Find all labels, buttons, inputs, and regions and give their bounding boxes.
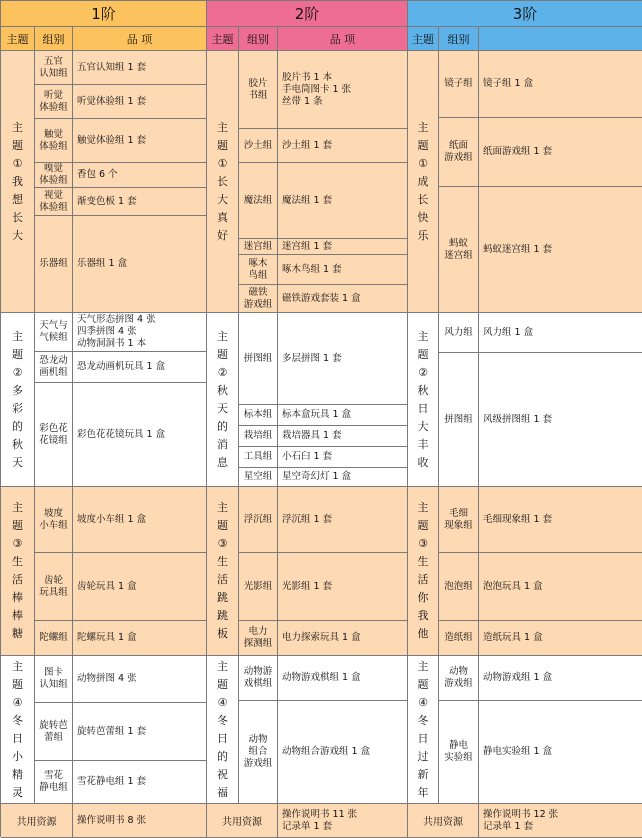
group-cell <box>239 163 278 239</box>
item-cell: 纸面游戏组 1 套 <box>479 118 642 187</box>
column-header-group: 组别 <box>35 27 73 51</box>
theme-cell <box>207 51 239 313</box>
group-cell <box>35 313 73 352</box>
group-label: 标本组 <box>243 409 273 420</box>
column-header-theme: 主题 <box>408 27 439 51</box>
group-cell <box>35 85 73 119</box>
theme-label: 主题④冬日小精灵 <box>12 659 23 799</box>
theme-label: 主题①我想长大 <box>12 120 23 242</box>
group-cell <box>439 656 479 701</box>
theme-cell <box>1 51 35 313</box>
theme-label: 主题②秋日大丰收 <box>417 329 429 469</box>
group-label: 电力 探测组 <box>243 626 273 649</box>
group-cell <box>239 255 278 285</box>
group-cell <box>35 51 73 85</box>
group-cell <box>439 621 479 656</box>
item-cell: 动物游戏棋组 1 盒 <box>278 656 408 701</box>
item-cell: 光影组 1 套 <box>278 553 408 621</box>
group-label: 五官 认知组 <box>39 55 68 79</box>
item-cell: 天气形态拼图 4 张 四季拼图 4 张 动物洞洞书 1 本 <box>73 313 207 352</box>
group-cell <box>439 313 479 353</box>
group-cell <box>239 239 278 255</box>
group-label: 齿轮 玩具组 <box>39 574 68 598</box>
group-label: 迷宫组 <box>243 240 273 252</box>
theme-cell <box>207 656 239 804</box>
item-cell: 浮沉组 1 套 <box>278 487 408 553</box>
item-cell: 蚂蚁迷宫组 1 套 <box>479 187 642 313</box>
group-label: 拼图组 <box>444 413 473 425</box>
group-label: 彩色花 花镜组 <box>39 422 68 446</box>
group-cell <box>35 188 73 216</box>
item-cell: 旋转芭蕾组 1 套 <box>73 703 207 761</box>
item-cell: 电力探索玩具 1 盒 <box>278 621 408 656</box>
group-label: 静电 实验组 <box>444 740 473 763</box>
group-label: 天气与 气候组 <box>39 320 68 343</box>
theme-cell <box>207 487 239 656</box>
item-cell: 迷宫组 1 套 <box>278 239 408 255</box>
group-label: 纸面 游戏组 <box>444 140 473 163</box>
group-cell <box>35 163 73 188</box>
group-label: 沙土组 <box>243 139 273 151</box>
item-cell: 栽培器具 1 套 <box>278 426 408 447</box>
item-cell: 泡泡玩具 1 盒 <box>479 553 642 621</box>
item-cell: 动物游戏组 1 盒 <box>479 656 642 701</box>
group-cell <box>35 383 73 487</box>
theme-label: 主题③生活跳跳板 <box>217 501 228 640</box>
item-cell: 风力组 1 盒 <box>479 313 642 353</box>
group-cell <box>239 313 278 405</box>
theme-cell <box>408 487 439 656</box>
theme-cell <box>207 313 239 487</box>
group-label: 动物 组合 游戏组 <box>243 734 273 769</box>
item-cell: 听觉体验组 1 套 <box>73 85 207 119</box>
group-cell <box>35 621 73 656</box>
group-label: 造纸组 <box>444 632 473 643</box>
level-header-1: 1阶 <box>1 1 207 27</box>
group-label: 风力组 <box>444 326 473 338</box>
item-cell: 啄木鸟组 1 套 <box>278 255 408 285</box>
theme-cell <box>408 313 439 487</box>
item-cell: 静电实验组 1 盒 <box>479 701 642 804</box>
shared-resources-label: 共用资源 <box>408 804 479 838</box>
group-label: 陀螺组 <box>39 632 68 643</box>
theme-label: 主题①成长快乐 <box>417 120 429 242</box>
group-label: 啄木 鸟组 <box>248 257 268 281</box>
item-cell: 魔法组 1 套 <box>278 163 408 239</box>
group-cell <box>239 51 278 129</box>
group-label: 雪花 静电组 <box>39 770 68 793</box>
item-cell: 乐器组 1 盒 <box>73 216 207 313</box>
item-cell: 磁铁游戏套装 1 盒 <box>278 285 408 313</box>
group-label: 视觉 体验组 <box>39 189 68 213</box>
theme-cell <box>1 656 35 804</box>
theme-label: 主题④冬日的祝福 <box>217 659 228 799</box>
group-cell <box>439 118 479 187</box>
shared-resources-items: 操作说明书 8 张 <box>73 804 207 838</box>
item-cell: 坡度小车组 1 盒 <box>73 487 207 553</box>
group-label: 图卡 认知组 <box>39 667 68 690</box>
item-cell: 雪花静电组 1 套 <box>73 761 207 804</box>
item-cell: 五官认知组 1 套 <box>73 51 207 85</box>
column-header-group: 组别 <box>239 27 278 51</box>
group-cell <box>239 447 278 468</box>
column-header-group: 组别 <box>439 27 479 51</box>
group-cell <box>239 285 278 313</box>
group-label: 坡度 小车组 <box>39 507 68 531</box>
group-label: 浮沉组 <box>243 513 273 525</box>
theme-label: 主题③生活棒棒糖 <box>12 501 23 640</box>
group-cell <box>35 703 73 761</box>
item-cell: 星空奇幻灯 1 盒 <box>278 468 408 487</box>
theme-label: 主题②多彩的秋天 <box>12 329 23 469</box>
theme-label: 主题③生活你我他 <box>417 501 429 640</box>
group-label: 胶片 书组 <box>248 77 268 101</box>
group-cell <box>239 487 278 553</box>
group-cell <box>35 216 73 313</box>
group-label: 听觉 体验组 <box>39 89 68 113</box>
item-cell: 毛细现象组 1 套 <box>479 487 642 553</box>
group-cell <box>35 553 73 621</box>
theme-cell <box>408 656 439 804</box>
group-label: 魔法组 <box>243 194 273 206</box>
group-cell <box>439 701 479 804</box>
item-cell: 恐龙动画机玩具 1 盒 <box>73 352 207 383</box>
group-cell <box>239 553 278 621</box>
group-label: 恐龙动 画机组 <box>39 355 68 378</box>
group-cell <box>35 352 73 383</box>
theme-label: 主题①长大真好 <box>217 120 228 242</box>
group-label: 泡泡组 <box>444 580 473 592</box>
group-label: 触觉 体验组 <box>39 128 68 152</box>
group-label: 旋转芭 蕾组 <box>39 719 68 743</box>
item-cell: 沙土组 1 套 <box>278 129 408 163</box>
theme-label: 主题②秋天的消息 <box>217 329 228 469</box>
group-cell <box>35 119 73 163</box>
shared-resources-items: 操作说明书 12 张 记录单 1 套 <box>479 804 642 838</box>
group-label: 工具组 <box>243 451 273 462</box>
theme-cell <box>1 487 35 656</box>
item-cell: 造纸玩具 1 盒 <box>479 621 642 656</box>
group-label: 镜子组 <box>444 78 473 89</box>
item-cell: 风级拼图组 1 套 <box>479 353 642 487</box>
group-cell <box>239 701 278 804</box>
item-cell: 渐变色板 1 套 <box>73 188 207 216</box>
column-header-item: 品 项 <box>73 27 207 51</box>
level-header-2: 2阶 <box>207 1 408 27</box>
item-cell: 齿轮玩具 1 盒 <box>73 553 207 621</box>
item-cell: 动物组合游戏组 1 盒 <box>278 701 408 804</box>
item-cell: 胶片书 1 本 手电筒图卡 1 张 丝带 1 条 <box>278 51 408 129</box>
item-cell: 标本盒玩具 1 盒 <box>278 405 408 426</box>
column-header-theme: 主题 <box>1 27 35 51</box>
group-label: 光影组 <box>243 580 273 592</box>
shared-resources-label: 共用资源 <box>1 804 73 838</box>
group-label: 蚂蚁 迷宫组 <box>444 237 473 261</box>
column-header-item-empty <box>479 27 642 51</box>
item-cell: 陀螺玩具 1 盒 <box>73 621 207 656</box>
group-label: 动物 游戏组 <box>444 666 473 689</box>
column-header-item: 品 项 <box>278 27 408 51</box>
group-cell <box>439 187 479 313</box>
group-cell <box>239 621 278 656</box>
column-header-theme: 主题 <box>207 27 239 51</box>
item-cell: 香包 6 个 <box>73 163 207 188</box>
group-cell <box>439 353 479 487</box>
group-cell <box>439 51 479 118</box>
group-label: 嗅觉 体验组 <box>39 163 68 186</box>
group-label: 栽培组 <box>243 430 273 441</box>
group-label: 毛细 现象组 <box>444 507 473 531</box>
item-cell: 多层拼图 1 套 <box>278 313 408 405</box>
group-cell <box>35 487 73 553</box>
item-cell: 动物拼图 4 张 <box>73 656 207 703</box>
level-header-3: 3阶 <box>408 1 642 27</box>
group-cell <box>239 129 278 163</box>
theme-cell <box>1 313 35 487</box>
group-label: 乐器组 <box>39 258 68 269</box>
theme-cell <box>408 51 439 313</box>
group-cell <box>35 656 73 703</box>
group-label: 拼图组 <box>243 352 273 364</box>
group-label: 动物游 戏棋组 <box>243 666 273 689</box>
group-cell <box>35 761 73 804</box>
shared-resources-label: 共用资源 <box>207 804 278 838</box>
shared-resources-items: 操作说明书 11 张 记录单 1 套 <box>278 804 408 838</box>
group-cell <box>239 426 278 447</box>
group-cell <box>439 487 479 553</box>
group-label: 磁铁 游戏组 <box>243 286 273 310</box>
item-cell: 彩色花花镜玩具 1 盒 <box>73 383 207 487</box>
theme-label: 主题④冬日过新年 <box>417 659 429 799</box>
group-label: 星空组 <box>243 471 273 482</box>
group-cell <box>239 468 278 487</box>
group-cell <box>239 656 278 701</box>
item-cell: 触觉体验组 1 套 <box>73 119 207 163</box>
item-cell: 镜子组 1 盒 <box>479 51 642 118</box>
item-cell: 小石臼 1 套 <box>278 447 408 468</box>
group-cell <box>239 405 278 426</box>
group-cell <box>439 553 479 621</box>
